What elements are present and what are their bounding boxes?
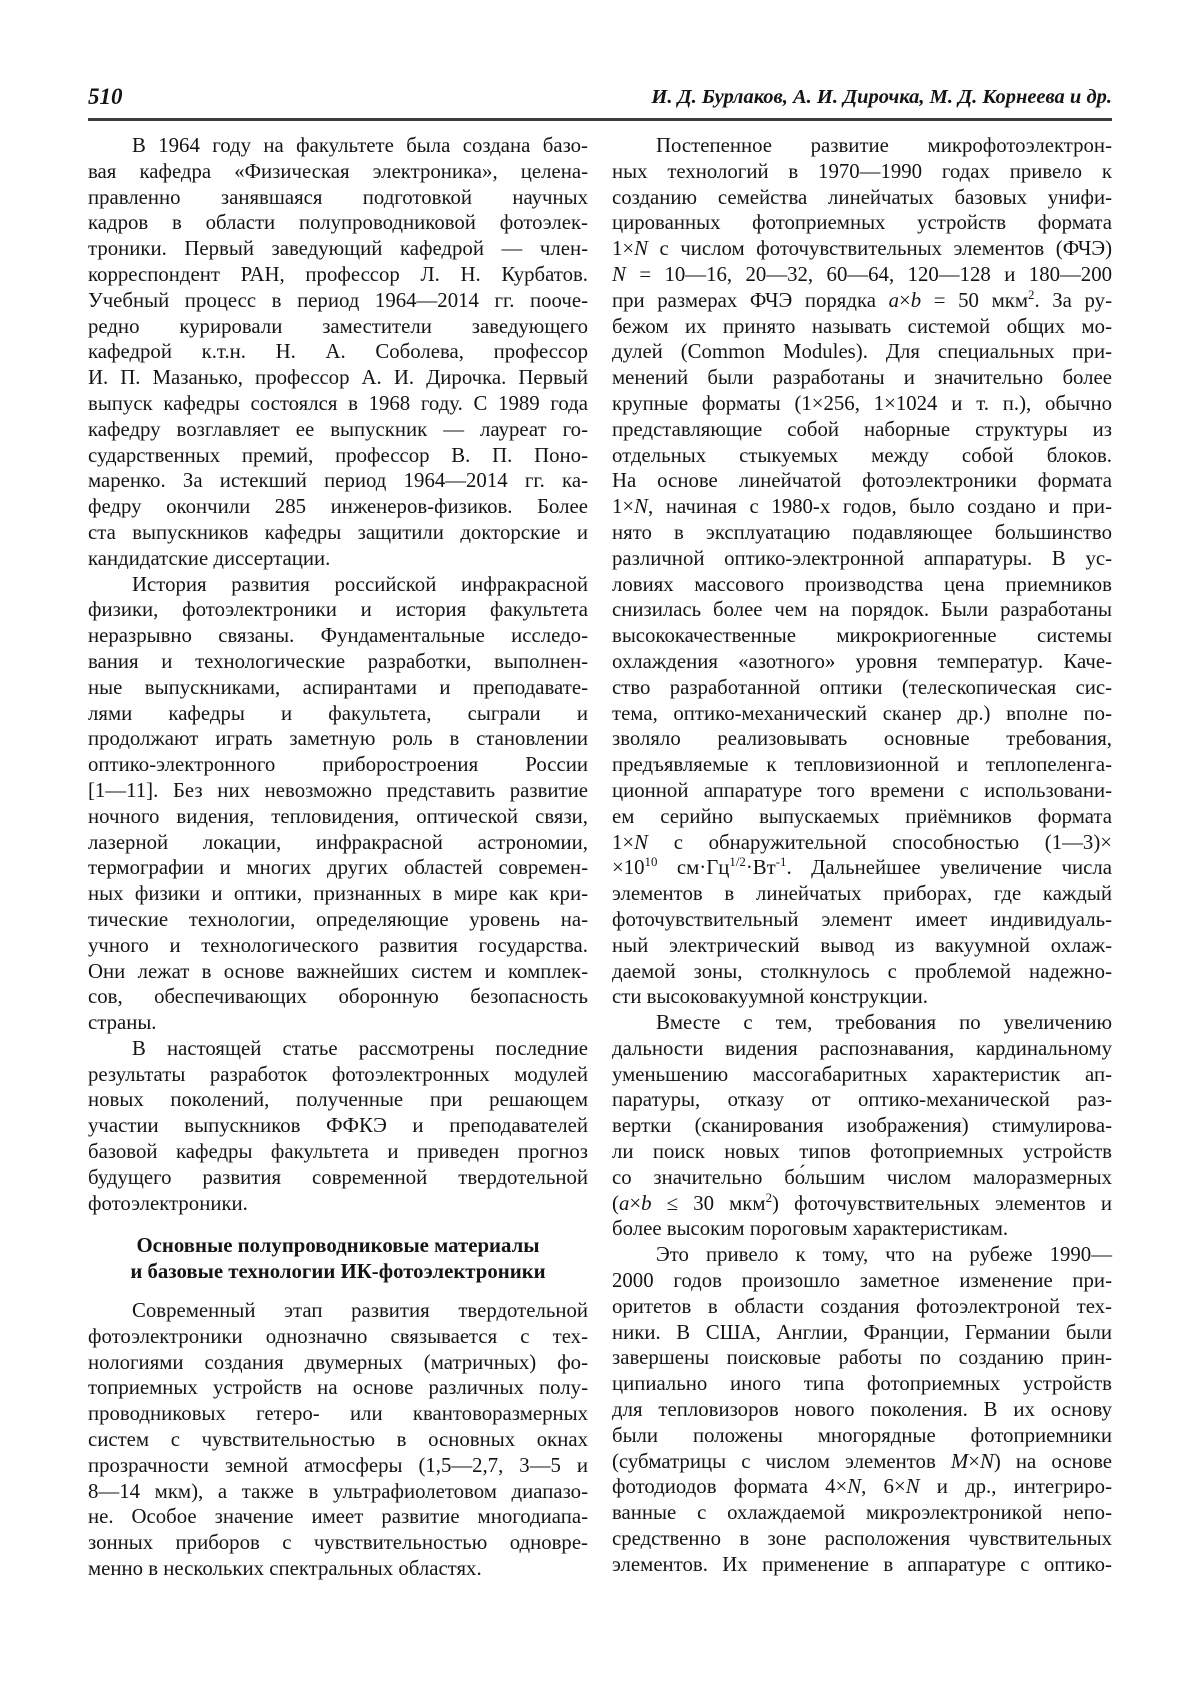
text-line: неразрывно связаны. Фундаментальные исследо-: [88, 624, 588, 648]
text-line: цированных фотоприемных устройств формата: [612, 211, 1112, 235]
text-line: ных физики и оптики, признанных в мире как кри-: [88, 882, 588, 906]
text-line: будущего развития современной твердотельной: [88, 1165, 588, 1189]
text-line: высококачественные микрокриогенные системы: [612, 624, 1112, 648]
text-line: продолжают играть заметную роль в становлении: [88, 727, 588, 751]
text-line: результаты разработок фотоэлектронных модулей: [88, 1062, 588, 1086]
paragraph: [88, 572, 588, 1036]
paragraph: [612, 1010, 1112, 1242]
text-line: Вместе с тем, требования по увеличению: [656, 1011, 1112, 1035]
text-line: В 1964 году на факультете была создана базо-: [132, 134, 588, 157]
text-line: маренко. За истекший период 1964—2014 гг. ка-: [88, 469, 588, 493]
page-content: [88, 85, 1112, 1582]
text-line: были положены многорядные фотоприемники: [612, 1423, 1112, 1447]
text-line: вания и технологические разработки, выполнен-: [88, 649, 588, 673]
text-line: фотоэлектроники однозначно связывается с тех-: [88, 1324, 588, 1348]
text-line: даемой зоны, столкнулось с проблемой надежно-: [612, 959, 1112, 983]
text-line: сов, обеспечивающих оборонную безопасность: [88, 985, 588, 1009]
paragraph: [612, 1242, 1112, 1577]
text-line: оптико-электронного приборостроения России: [88, 753, 588, 777]
text-line: федру окончили 285 инженеров-физиков. Более: [88, 495, 588, 519]
text-line: Современный этап развития твердотельной: [132, 1299, 588, 1323]
text-line: 1×N с обнаружительной способностью (1—3)×: [612, 830, 1112, 854]
text-line: базовой кафедры факультета и приведен прогноз: [88, 1140, 588, 1164]
text-line: 1×N, начиная с 1980-х годов, было создано и при-: [612, 495, 1112, 519]
text-line: ем серийно выпускаемых приёмников формата: [612, 804, 1112, 828]
text-line: средственно в зоне расположения чувствительных: [612, 1527, 1112, 1551]
text-line: N = 10—16, 20—32, 60—64, 120—128 и 180—200: [612, 262, 1112, 286]
text-line: паратуры, отказу от оптико-механической раз-: [612, 1088, 1112, 1112]
text-line: представляющие собой наборные структуры из: [612, 417, 1112, 441]
text-line: [1—11]. Без них невозможно представить развитие: [88, 778, 588, 802]
text-line: для тепловизоров нового поколения. В их основу: [612, 1398, 1112, 1422]
paragraph: [88, 1298, 588, 1582]
text-line: В настоящей статье рассмотрены последние: [132, 1036, 588, 1060]
header-rule: [88, 118, 1112, 121]
text-line: бежом их принято называть системой общих мо-: [612, 314, 1112, 338]
text-line: кафедрой к.т.н. Н. А. Соболева, профессор: [88, 340, 588, 364]
text-line: ночного видения, тепловидения, оптической связи,: [88, 804, 588, 828]
running-header: [88, 85, 1112, 109]
text-line: ванные с охлаждаемой микроэлектроникой непо-: [612, 1501, 1112, 1525]
text-line: при размерах ФЧЭ порядка a×b = 50 мкм$^2$. За ру-: [612, 287, 1112, 312]
text-line: термографии и многих других областей современ-: [88, 856, 588, 880]
text-line: редно курировали заместители заведующего: [88, 314, 588, 338]
text-line: 2000 годов произошло заметное изменение при-: [612, 1269, 1112, 1293]
text-line: прозрачности земной атмосферы (1,5—2,7, 3—5 и: [88, 1453, 588, 1477]
text-line: уменьшению массогабаритных характеристик ап-: [612, 1062, 1112, 1086]
text-line: снизилась более чем на порядок. Были разработаны: [612, 598, 1112, 622]
text-line: кадров в области полупроводниковой фотоэлек-: [88, 211, 588, 235]
text-line: 8—14 мкм), а также в ультрафиолетовом диапазо-: [88, 1479, 588, 1503]
text-line: более высоким пороговым характеристикам.: [612, 1217, 1009, 1241]
text-line: фотоэлектроники.: [88, 1191, 248, 1215]
text-line: фотодиодов формата 4×N, 6×N и др., интегриро-: [612, 1475, 1113, 1499]
text-line: тема, оптико-механический сканер др.) вполне по-: [612, 701, 1112, 725]
text-line: проводниковых гетеро- или квантоворазмерных: [88, 1402, 588, 1426]
text-line: Это привело к тому, что на рубеже 1990—: [656, 1243, 1112, 1267]
text-line: вая кафедра «Физическая электроника», целена-: [88, 159, 588, 183]
text-line: топриемных устройств на основе различных полу-: [88, 1376, 588, 1400]
text-line: нологиями создания двумерных (матричных) фо-: [88, 1350, 588, 1374]
text-line: учного и технологического развития государства.: [88, 933, 588, 957]
left-column: [88, 133, 588, 1582]
text-line: Учебный процесс в период 1964—2014 гг. пооче-: [88, 288, 588, 312]
text-line: лазерной локации, инфракрасной астрономии,: [88, 830, 588, 854]
running-head-authors: И. Д. Бурлаков, А. И. Дирочка, М. Д. Корнеева и др.: [651, 86, 1112, 108]
text-line: сударственных премий, профессор В. П. Поно-: [88, 443, 588, 467]
text-line: 1×N с числом фоточувствительных элементов (ФЧЭ): [612, 237, 1112, 261]
text-line: крупные форматы (1×256, 1×1024 и т. п.), обычно: [612, 391, 1112, 415]
text-line: систем с чувствительностью в основных окнах: [88, 1428, 588, 1452]
text-line: $\times 10^{10}$ $см\cdot Гц^{1/2}\cdot Вт^{-1}$. Дальнейшее увеличение числа: [612, 855, 1112, 880]
text-line: ционной аппаратуре того времени с использовани-: [612, 778, 1112, 802]
text-line: ловиях массового производства цена приемников: [612, 572, 1112, 596]
text-line: дулей (Common Modules). Для специальных при-: [612, 340, 1112, 364]
text-line: участии выпускников ФФКЭ и преподавателей: [88, 1114, 588, 1138]
text-line: лями кафедры и факультета, сыграли и: [88, 701, 588, 725]
text-line: ные выпускниками, аспирантами и преподавате-: [88, 675, 588, 699]
text-line: оритетов в области создания фотоэлектроной тех-: [612, 1294, 1112, 1318]
text-line: созданию семейства линейчатых базовых унифи-: [612, 185, 1112, 209]
text-line: троники. Первый заведующий кафедрой — член-: [88, 237, 588, 261]
text-line: И. П. Мазанько, профессор А. И. Дирочка. Первый: [88, 366, 588, 390]
paragraph: [88, 1036, 588, 1217]
text-line: охлаждения «азотного» уровня температур. Каче-: [612, 649, 1112, 673]
text-line: тические технологии, определяющие уровень на-: [88, 907, 588, 931]
page-number: 510: [88, 84, 123, 109]
text-line: дальности видения распознавания, кардинальному: [612, 1036, 1112, 1060]
text-line: ных технологий в 1970—1990 годах привело к: [612, 159, 1112, 183]
paragraph: [612, 133, 1112, 1010]
text-line: ципиально иного типа фотоприемных устройств: [612, 1372, 1112, 1396]
text-line: ство разработанной оптики (телескопическая сис-: [612, 675, 1112, 699]
text-line: отдельных стыкуемых между собой блоков.: [612, 443, 1112, 467]
text-line: новых поколений, полученные при решающем: [88, 1088, 588, 1112]
text-line: сти высоковакуумной конструкции.: [612, 985, 929, 1009]
text-line: (a×b ≤ 30 мкм$^2$) фоточувствительных элементов и: [612, 1190, 1112, 1215]
text-line: предъявляемые к тепловизионной и теплопеленга-: [612, 753, 1112, 777]
heading-line: и базовые технологии ИК-фотоэлектроники: [130, 1260, 546, 1284]
text-line: завершены поисковые работы по созданию прин-: [612, 1346, 1112, 1370]
text-line: вертки (сканирования изображения) стимулирова-: [612, 1114, 1112, 1138]
text-line: элементов. Их применение в аппаратуре с оптико-: [612, 1552, 1112, 1576]
text-line: выпуск кафедры состоялся в 1968 году. С 1989 года: [88, 391, 588, 415]
text-line: физики, фотоэлектроники и история факультета: [88, 598, 588, 622]
text-columns: [88, 133, 1112, 1582]
right-column: [612, 133, 1112, 1582]
text-line: страны.: [88, 1011, 157, 1035]
heading-line: Основные полупроводниковые материалы: [136, 1234, 540, 1258]
text-line: не. Особое значение имеет развитие многодиапа-: [88, 1505, 588, 1529]
text-line: На основе линейчатой фотоэлектроники формата: [612, 469, 1112, 493]
text-line: (субматрицы с числом элементов M×N) на основе: [612, 1449, 1112, 1473]
text-line: ста выпускников кафедры защитили докторские и: [88, 520, 588, 544]
text-line: Они лежат в основе важнейших систем и комплек-: [88, 959, 588, 983]
text-line: фоточувствительный элемент имеет индивидуаль-: [612, 907, 1112, 931]
text-line: элементов в линейчатых приборах, где каждый: [612, 882, 1112, 906]
text-line: менений были разработаны и значительно более: [612, 366, 1112, 390]
text-line: различной оптико-электронной аппаратуры. В ус-: [612, 546, 1112, 570]
text-line: ники. В США, Англии, Франции, Германии были: [612, 1320, 1112, 1344]
text-line: со значительно бо́льшим числом малоразмерных: [612, 1165, 1112, 1189]
text-line: менно в нескольких спектральных областях.: [88, 1557, 482, 1581]
text-line: нято в эксплуатацию подавляющее большинство: [612, 520, 1112, 544]
text-line: правленно занявшаяся подготовкой научных: [88, 185, 588, 209]
text-line: зонных приборов с чувствительностью одновре-: [88, 1531, 588, 1555]
paragraph: [88, 133, 588, 572]
text-line: кафедру возглавляет ее выпускник — лауреат го-: [88, 417, 588, 441]
text-line: ли поиск новых типов фотоприемных устройств: [612, 1140, 1112, 1164]
text-line: кандидатские диссертации.: [88, 546, 331, 570]
section-heading: [88, 1233, 588, 1285]
text-line: ный электрический вывод из вакуумной охлаж-: [612, 933, 1112, 957]
text-line: корреспондент РАН, профессор Л. Н. Курбатов.: [88, 262, 588, 286]
text-line: История развития российской инфракрасной: [132, 572, 588, 596]
text-line: зволяло реализовывать основные требования,: [612, 727, 1112, 751]
text-line: Постепенное развитие микрофотоэлектрон-: [656, 134, 1112, 157]
